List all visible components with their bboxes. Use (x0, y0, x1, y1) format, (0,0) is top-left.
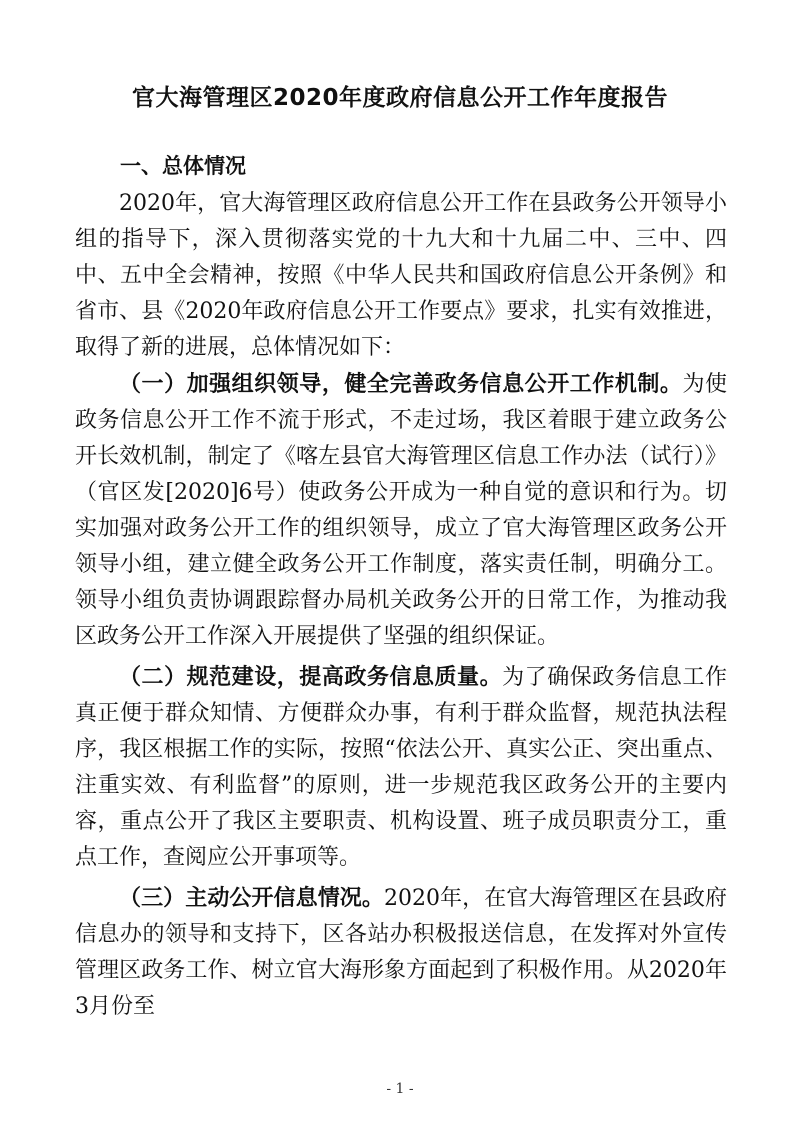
paragraph-lead: （二）规范建设，提高政务信息质量。 (119, 664, 503, 690)
paragraph-organization (75, 366, 727, 655)
document-body (75, 186, 727, 1025)
paragraph-lead: （一）加强组织领导，健全完善政务信息公开工作机制。 (119, 371, 683, 397)
paragraph-lead: （三）主动公开信息情况。 (119, 885, 384, 911)
document-title: 官大海管理区2020年度政府信息公开工作年度报告 (131, 85, 668, 111)
paragraph-text: 为使政务信息公开工作不流于形式，不走过场，我区着眼于建立政务公开长效机制，制定了《喀左县官大海管理区信息工作办法（试行）》（官区发[2020]6号）使政务公开成为一种自觉的意识和行为。切实加强对政务公开工作的组织领导，成立了官大海管理区政务公开领导小组，建立健全政务公开工作制度，落实责任制，明确分工。领导小组负责协调跟踪督办局机关政务公开的日常工作，为推动我区政务公开工作深入开展提供了坚强的组织保证。 (75, 372, 727, 649)
page-number: - 1 - (386, 1081, 414, 1097)
paragraph-text: 2020年，在官大海管理区在县政府信息办的领导和支持下，区各站办积极报送信息，在发挥对外宣传管理区政务工作、树立官大海形象方面起到了积极作用。从2020年3月份至 (75, 886, 727, 1019)
paragraph-disclosure (75, 880, 727, 1025)
intro-paragraph: 2020年，官大海管理区政府信息公开工作在县政务公开领导小组的指导下，深入贯彻落实党的十九大和十九届二中、三中、四中、五中全会精神，按照《中华人民共和国政府信息公开条例》和省市、县《2020年政府信息公开工作要点》要求，扎实有效推进，取得了新的进展，总体情况如下： (75, 191, 727, 360)
paragraph-text: 为了确保政务信息工作真正便于群众知情、方便群众办事，有利于群众监督，规范执法程序，我区根据工作的实际，按照“依法公开、真实公正、突出重点、注重实效、有利监督”的原则，进一步规范我区政务公开的主要内容，重点公开了我区主要职责、机构设置、班子成员职责分工，重点工作，查阅应公开事项等。 (75, 665, 727, 870)
section-heading: 一、总体情况 (120, 154, 246, 178)
paragraph-standardization (75, 659, 727, 876)
